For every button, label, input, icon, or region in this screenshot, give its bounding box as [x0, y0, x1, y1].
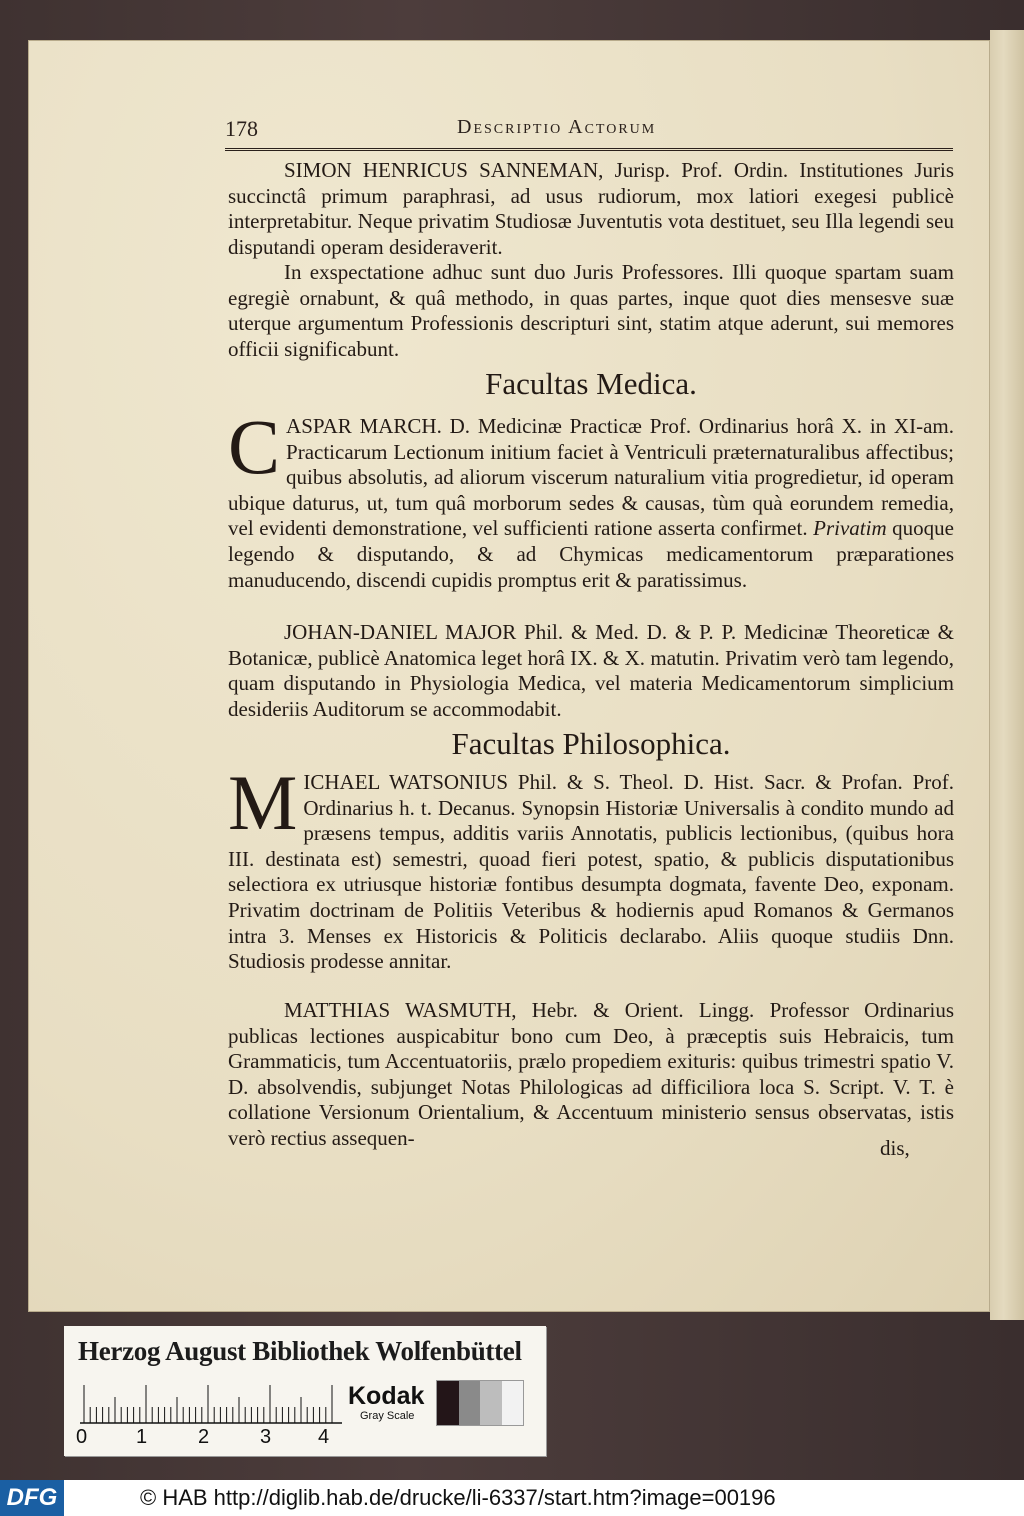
page-header: [225, 116, 955, 146]
paragraph-sanneman: SIMON HENRICUS SANNEMAN, Jurisp. Prof. Ordin. Institutiones Juris succinctâ primum paraphrasi, ad usus rudiorum, mox latiori exegesi publicè interpretabitur. Neque privatim Studiosæ Juventutis vota destituet, seu Illa legendi seu disputandi operam desideraverit.: [228, 158, 954, 259]
gray-scale-caption: Gray Scale: [360, 1410, 415, 1422]
paragraph-wasmuth: MATTHIAS WASMUTH, Hebr. & Orient. Lingg. Professor Ordinarius publicas lectiones auspicabitur bono cum Deo, à præceptis suis Hebraicis, tum Grammaticis, tum Accentuatoriis, prælo propediem exituris: quibus trimestri spatio V. D. absolvendis, subjunget Notas Philologicas ad difficiliora loca S. Script. V. T. è collatione Versionum Orientalium, & Accentuum ministerio sensus observatas, istis verò rectius assequen-: [228, 998, 954, 1150]
kodak-logo: Kodak: [348, 1382, 425, 1410]
header-rule: [225, 148, 953, 151]
ruler-num-2: 2: [198, 1426, 210, 1448]
dropcap-m: M: [228, 759, 298, 846]
running-title: Descriptio Actorum: [457, 116, 657, 138]
paragraph-major: JOHAN-DANIEL MAJOR Phil. & Med. D. & P. P. Medicinæ Theoreticæ & Botanicæ, publicè Anatomica leget horâ IX. & X. matutin. Privatim verò tam legendo, quam disputando in Physiologia Medica, vel materia Medicamentorum simplicium desideriis Auditorum se accommodabit.: [228, 620, 954, 721]
ruler-num-0: 0: [76, 1426, 88, 1448]
paragraph-expectatione: In exspectatione adhuc sunt duo Juris Professores. Illi quoque spartam suam egregiè ornabunt, & quâ methodo, in quas partes, inque quot dies mensesve suæ uterque argumentum Professionis descripturi sint, statim atque aderunt, sui memores officii significabunt.: [228, 260, 954, 361]
ruler-num-3: 3: [260, 1426, 272, 1448]
page-number: 178: [225, 116, 258, 141]
swatch-4: [502, 1381, 524, 1425]
paragraph-march: [228, 403, 954, 593]
ruler-num-4: 4: [318, 1426, 330, 1448]
dropcap-c: C: [228, 403, 281, 490]
heading-facultas-medica: Facultas Medica.: [485, 366, 697, 401]
library-label: [64, 1326, 546, 1456]
swatch-3: [480, 1381, 502, 1425]
swatch-2: [459, 1381, 481, 1425]
library-name: Herzog August Bibliothek Wolfenbüttel: [78, 1336, 522, 1366]
march-text-b: quoque legendo & disputando, & ad Chymicas medicamentorum præparationes manuducendo, discendi cupidis promptus erit & paratissimus.: [228, 516, 954, 592]
paragraph-watson: [228, 759, 954, 975]
gray-scale-swatches: [436, 1380, 524, 1426]
swatch-1: [437, 1381, 459, 1425]
catchword: dis,: [880, 1136, 910, 1160]
next-page-edge: [990, 30, 1024, 1320]
heading-facultas-philosophica: Facultas Philosophica.: [451, 726, 731, 761]
march-text-a: ASPAR MARCH. D. Medicinæ Practicæ Prof. Ordinarius horâ X. in XI-am. Practicarum Lectionum initium faciet à Ventriculi præternaturalibus affectibus; quibus absolutis, ad aliorum viscerum naturalium vitia progredietur, id operam ubique daturus, ut, tum quâ morborum sedes & causas, tùm quà eorundem remedia, vel evidenti demonstratione, vel sufficienti ratione asserta confirmet.: [228, 414, 954, 541]
watson-text: ICHAEL WATSONIUS Phil. & S. Theol. D. Hist. Sacr. & Profan. Prof. Ordinarius h. t. Decanus. Synopsin Historiæ Universalis à condito mundo ad præsens tempus, additis variis Annotatis, publicis lectionibus, (quibus hora III. destinata est) semestri, quoad fieri potest, spatio, & publicis disputationibus selectiora ex utriusque historiæ fontibus desumpta dogmata, favente Deo, exponam. Privatim doctrinam de Politiis Veteribus & hodiernis apud Romanos & Germanos intra 3. Menses ex Historicis & Politicis declarabo. Aliis quoque studiis Dnn. Studiosis prodesse annitar.: [228, 770, 954, 974]
march-privatim: Privatim: [813, 516, 887, 541]
ruler-num-1: 1: [136, 1426, 148, 1448]
dfg-logo: DFG: [0, 1480, 64, 1516]
footer-bar: [0, 1480, 1024, 1516]
footer-copyright: © HAB http://diglib.hab.de/drucke/li-6337/start.htm?image=00196: [140, 1485, 776, 1510]
measurement-ruler: [80, 1384, 342, 1424]
